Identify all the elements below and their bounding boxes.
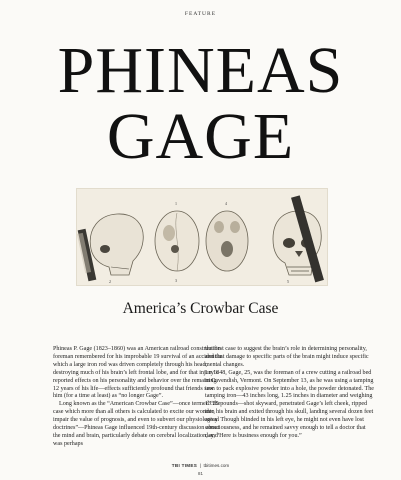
- skull-frontal-rod: [273, 195, 324, 282]
- paragraph: Phineas P. Gage (1823–1860) was an American railroad construction foreman remembered for his improbable 19 survival of an accident in which a large iron rod was driven completely through his head, destroying much of his brain’s left frontal lobe, and for that injury’s reported effects on his personality and behavior over the remaining 12 years of his life—effects sufficiently profound that friends saw him (for a time at least) as “no longer Gage”.: [53, 346, 223, 400]
- paragraph: the first case to suggest the brain’s role in determining personality, and that damage to specific parts of the brain might induce specific mental changes.: [205, 346, 369, 368]
- skull-base-view: [206, 211, 248, 271]
- footer: [0, 463, 401, 468]
- subtitle: America’s Crowbar Case: [122, 300, 279, 317]
- figure-label-1: 1: [175, 201, 177, 206]
- page-number: 81: [198, 471, 203, 476]
- body-column-right: [205, 346, 375, 441]
- skull-profile-left: [77, 214, 143, 281]
- paragraph: I n 1848, Gage, 25, was the foreman of a crew cutting a railroad bed in Cavendish, Vermont. On September 13, as he was using a tamping iron to pack explosive powder into a hole, the powder detonated. The tamping iron—43 inches long, 1.25 inches in diameter and weighing 13.25 pounds—shot skyward, penetrated Gage’s left cheek, ripped into his brain and exited through his skull, landing several dozen feet away. Though blinded in his left eye, he might not even have lost consciousness, and he remained savvy enough to tell a doctor that day, “Here is business enough for you.”: [205, 369, 374, 439]
- body-column-left: [53, 346, 223, 449]
- figure-label-4: 4: [225, 201, 227, 206]
- section-label: FEATURE: [184, 11, 217, 17]
- title-line-2: GAGE: [106, 100, 295, 173]
- title-line-1: PHINEAS: [57, 34, 344, 107]
- footer-site: tbitimes.com: [203, 463, 230, 468]
- skull-illustration: [76, 188, 328, 286]
- figure-label-2: 2: [109, 279, 111, 284]
- skull-engraving: [77, 189, 327, 285]
- footer-brand: TBI TIMES: [171, 463, 198, 468]
- figure-label-5: 5: [287, 279, 289, 284]
- skull-top-view: [155, 211, 199, 271]
- paragraph: Long known as the “American Crowbar Case”—once termed “the case which more than all others is calculated to excite our wonder, impair the value of prognosis, and even to subvert our physiological doctrines”—Phineas Gage influenced 19th-century discussion about the mind and brain, particularly debate on cerebral localization, and was perhaps: [53, 401, 221, 447]
- footer-divider: |: [198, 463, 203, 468]
- figure-label-3: 3: [175, 278, 177, 283]
